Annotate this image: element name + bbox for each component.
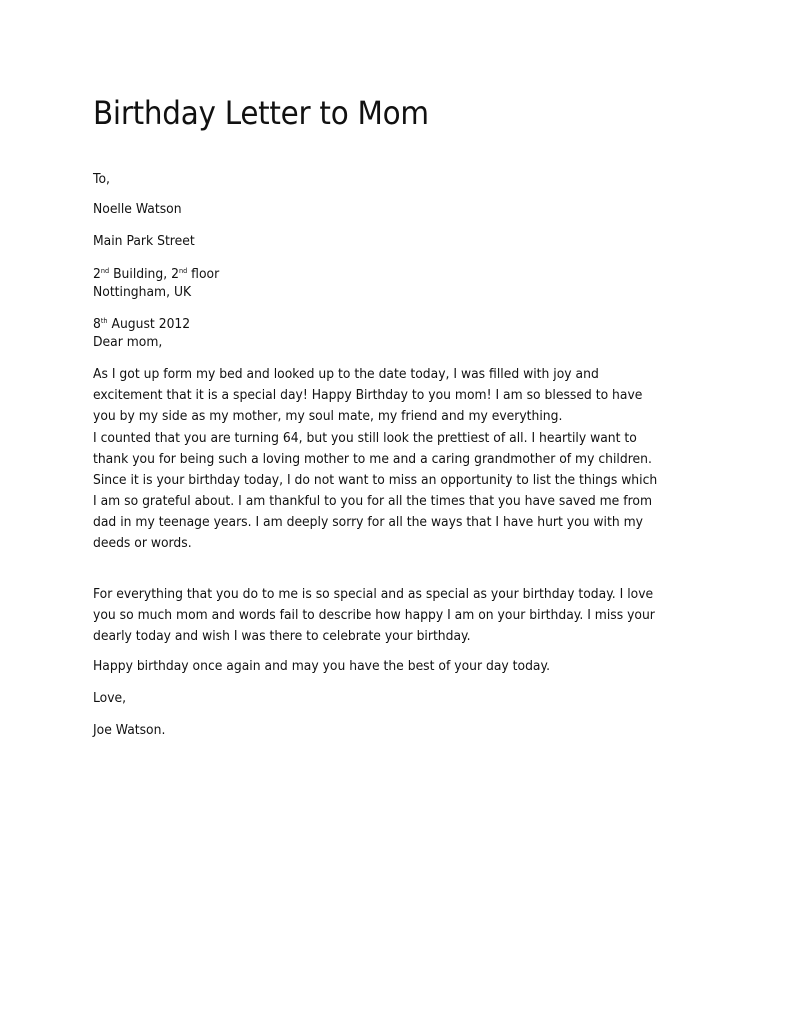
building-text: Building, 2 [109,267,179,282]
paragraph-line: dearly today and wish I was there to celebrate your birthday. [93,629,471,644]
paragraph-line: thank you for being such a loving mother to me and a caring grandmother of my children. [93,452,652,467]
signature: Joe Watson. [93,723,166,738]
paragraph-1 [93,364,716,427]
recipient-street: Main Park Street [93,234,195,249]
paragraph-4 [93,656,716,677]
document-title: Birthday Letter to Mom [93,94,429,132]
paragraph-line: Happy birthday once again and may you have the best of your day today. [93,659,551,674]
recipient-city: Nottingham, UK [93,285,192,300]
paragraph-line: you so much mom and words fail to describe how happy I am on your birthday. I miss your [93,608,655,623]
paragraph-line: As I got up form my bed and looked up to the date today, I was filled with joy and [93,367,599,382]
paragraph-line: For everything that you do to me is so special and as special as your birthday today. I love [93,587,654,602]
paragraph-line: dad in my teenage years. I am deeply sorry for all the ways that I have hurt you with my [93,515,643,530]
floor-text: floor [187,267,220,282]
paragraph-3 [93,584,716,647]
building-ordinal: nd [100,267,110,275]
paragraph-line: deeds or words. [93,536,192,551]
paragraph-line: I counted that you are turning 64, but you still look the prettiest of all. I heartily want to [93,431,637,446]
paragraph-2 [93,428,716,554]
closing: Love, [93,691,127,706]
floor-ordinal: nd [178,267,188,275]
paragraph-line: I am so grateful about. I am thankful to you for all the times that you have saved me from [93,494,653,509]
paragraph-line: you by my side as my mother, my soul mate, my friend and my everything. [93,409,563,424]
recipient-name: Noelle Watson [93,202,182,217]
salutation-to: To, [93,172,110,187]
date-day: 8 [93,317,101,332]
greeting: Dear mom, [93,335,163,350]
recipient-building [93,265,219,285]
date-rest: August 2012 [107,317,191,332]
date-ordinal: th [100,317,108,325]
letter-date [93,315,190,335]
building-number: 2 [93,267,101,282]
paragraph-line: Since it is your birthday today, I do not want to miss an opportunity to list the things which [93,473,658,488]
paragraph-line: excitement that it is a special day! Happy Birthday to you mom! I am so blessed to have [93,388,643,403]
